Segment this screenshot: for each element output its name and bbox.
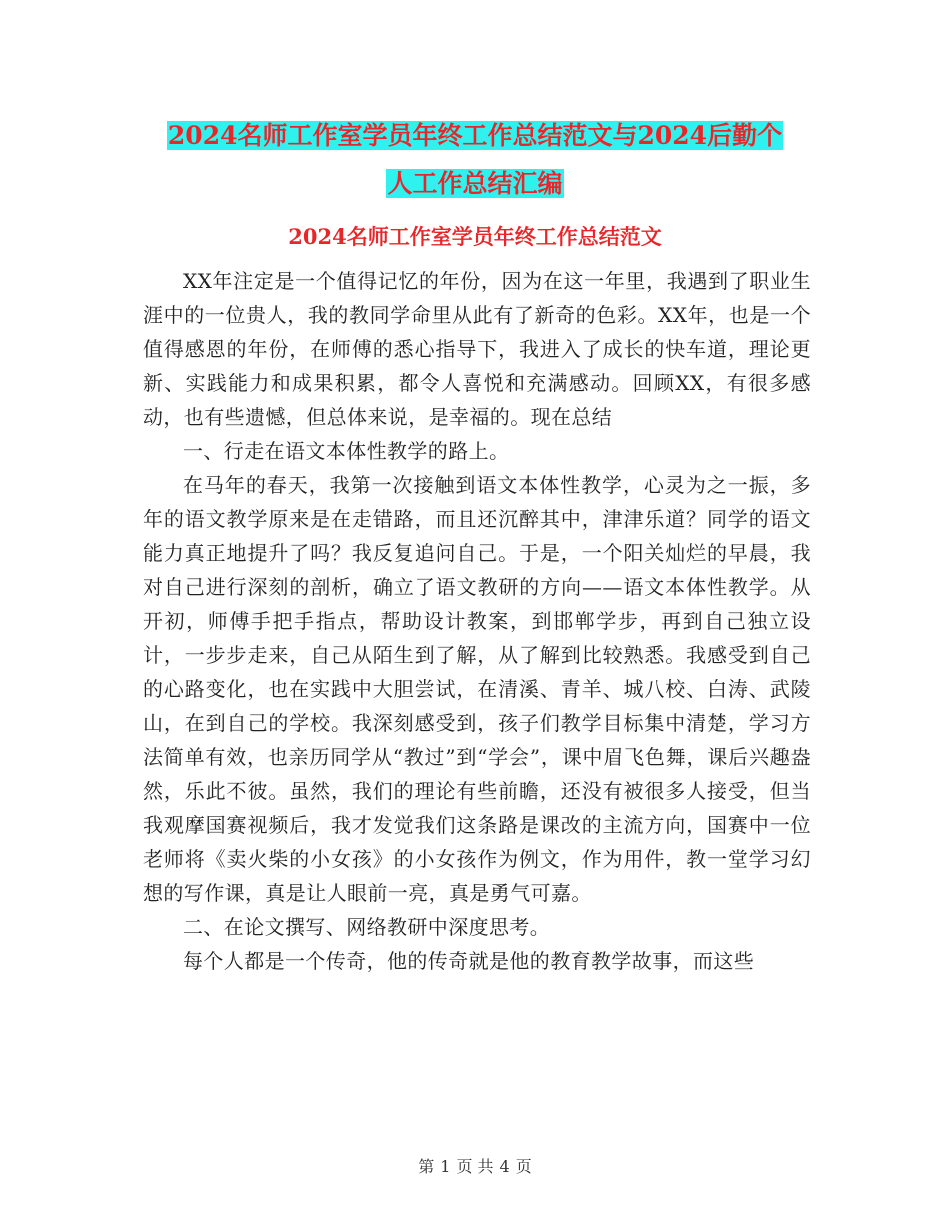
paragraph: XX年注定是一个值得记忆的年份，因为在这一年里，我遇到了职业生涯中的一位贵人，我的教同学命里从此有了新奇的色彩。XX年，也是一个值得感恩的年份，在师傅的悉心指导下，我进入了成长的快车道，理论更新、实践能力和成果积累，都令人喜悦和充满感动。回顾XX，有很多感动，也有些遗憾，但总体来说，是幸福的。现在总结	[143, 269, 811, 429]
document-body	[143, 264, 811, 978]
title-line-1: 2024名师工作室学员年终工作总结范文与2024后勤个	[167, 121, 783, 150]
paragraph: 一、行走在语文本体性教学的路上。	[183, 439, 510, 463]
paragraph: 二、在论文撰写、网络教研中深度思考。	[183, 915, 551, 939]
page-prefix: 第	[418, 1157, 435, 1176]
page-footer	[0, 1156, 950, 1178]
page-mid: 页 共	[456, 1157, 494, 1176]
page-suffix: 页	[515, 1157, 532, 1176]
document-title	[0, 112, 950, 208]
page-current: 1	[440, 1157, 451, 1176]
title-line-2: 人工作总结汇编	[387, 169, 563, 198]
section-title: 2024名师工作室学员年终工作总结范文	[288, 224, 662, 249]
paragraph: 每个人都是一个传奇，他的传奇就是他的教育教学故事，而这些	[183, 949, 755, 973]
paragraph: 在马年的春天，我第一次接触到语文本体性教学，心灵为之一振，多年的语文教学原来是在走错路，而且还沉醉其中，津津乐道？同学的语文能力真正地提升了吗？我反复追问自己。于是，一个阳关灿烂的早晨，我对自己进行深刻的剖析，确立了语文教研的方向——语文本体性教学。从开初，师傅手把手指点，帮助设计教案，到邯郸学步，再到自己独立设计，一步步走来，自己从陌生到了解，从了解到比较熟悉。我感受到自己的心路变化，也在实践中大胆尝试，在清溪、青羊、城八校、白涛、武陵山，在到自己的学校。我深刻感受到，孩子们教学目标集中清楚，学习方法简单有效，也亲历同学从“教过”到“学会”，课中眉飞色舞，课后兴趣盎然，乐此不彼。虽然，我们的理论有些前瞻，还没有被很多人接受，但当我观摩国赛视频后，我才发觉我们这条路是课改的主流方向，国赛中一位老师将《卖火柴的小女孩》的小女孩作为例文，作为用件，教一堂学习幻想的写作课，真是让人眼前一亮，真是勇气可嘉。	[143, 473, 811, 905]
page-total: 4	[499, 1157, 510, 1176]
